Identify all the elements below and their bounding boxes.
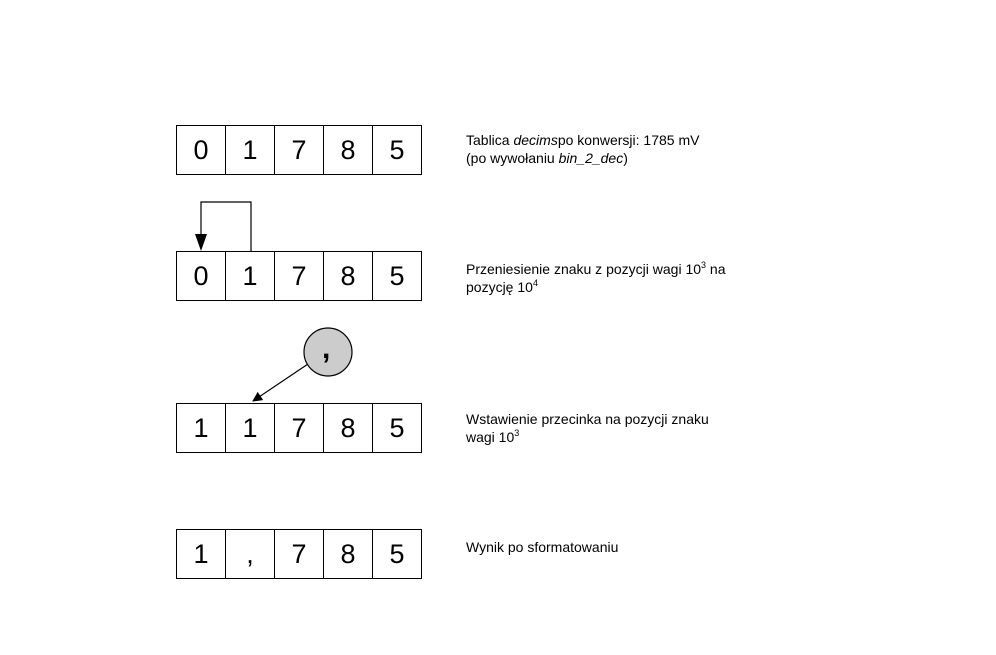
cell: 1 [176,529,226,579]
cell: 7 [274,529,324,579]
cell: 1 [176,403,226,453]
description-comma [466,410,709,446]
description-move [466,260,726,296]
desc-text: wagi 10 [466,429,515,445]
desc-text: po konwersji: 1785 mV [557,132,700,148]
desc-text: Tablica [466,132,514,148]
desc-sup: 3 [514,428,520,438]
comma-circle-label: , [322,332,331,365]
desc-text: Przeniesienie znaku z pozycji wagi 10 [466,261,702,277]
move-arrowhead [195,234,207,251]
desc-text: pozycję 10 [466,279,533,295]
cell: 1 [225,125,275,175]
desc-text: Wstawienie przecinka na pozycji znaku [466,411,709,427]
comma-arrow [253,364,308,401]
cell: 0 [176,251,226,301]
cell: 5 [372,251,422,301]
move-arrow [201,202,251,251]
desc-text: ) [623,150,628,166]
cell: 5 [372,403,422,453]
cell: 1 [225,251,275,301]
cell: 7 [274,125,324,175]
desc-sup: 4 [532,278,538,288]
cell: 8 [323,125,373,175]
desc-text: Wynik po sformatowaniu [466,539,619,555]
desc-italic: bin_2_dec [558,150,624,166]
cell: 8 [323,529,373,579]
desc-text: (po wywołaniu [466,150,559,166]
decims-row-initial [176,125,428,175]
description-initial [466,131,699,167]
cell: 1 [225,403,275,453]
cell: 5 [372,529,422,579]
desc-text: na [706,261,726,277]
cell: 8 [323,251,373,301]
decims-row-result [176,529,428,579]
desc-sup: 3 [701,260,707,270]
decims-row-comma-insert [176,403,428,453]
cell: 7 [274,403,324,453]
cell: 8 [323,403,373,453]
cell: 0 [176,125,226,175]
cell: 5 [372,125,422,175]
description-result [466,538,618,556]
cell: 7 [274,251,324,301]
cell: , [225,529,275,579]
desc-italic: decims [513,132,558,148]
decims-row-moved [176,251,428,301]
